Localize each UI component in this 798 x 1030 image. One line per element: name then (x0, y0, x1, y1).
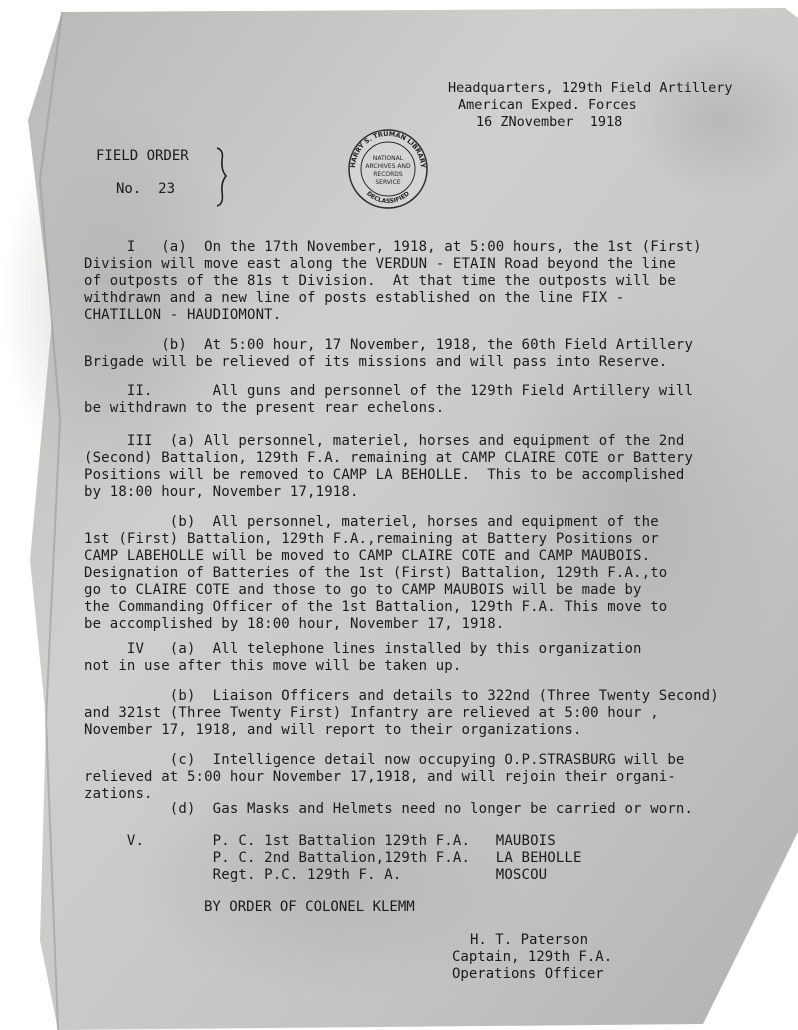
paragraph-V-posts (84, 833, 582, 884)
text-line: not in use after this move will be taken up. (84, 658, 462, 674)
stamp-inner-3: RECORDS (373, 171, 403, 178)
stamp-inner-2: ARCHIVES AND (365, 163, 411, 170)
text-line: (b) Liaison Officers and details to 322nd (Three Twenty Second) (84, 688, 719, 704)
header-line-2: American Exped. Forces (458, 97, 637, 113)
stamp-inner-4: SERVICE (375, 179, 401, 186)
text-line: (c) Intelligence detail now occupying O.P.STRASBURG will be (84, 752, 685, 768)
paragraph-IV-b (84, 688, 719, 739)
text-line: withdrawn and a new line of posts established on the line FIX - (84, 290, 625, 306)
paragraph-III-a (84, 433, 693, 501)
text-line: and 321st (Three Twenty First) Infantry are relieved at 5:00 hour , (84, 705, 659, 721)
text-line: Brigade will be relieved of its missions and will pass into Reserve. (84, 354, 668, 370)
paragraph-I-b (84, 337, 693, 371)
field-order-number: No. 23 (116, 181, 176, 197)
text-line: Positions will be removed to CAMP LA BEHOLLE. This to be accomplished (84, 467, 685, 483)
text-line: November 17, 1918, and will report to their organizations. (84, 722, 582, 738)
signature-rank: Captain, 129th F.A. (452, 949, 613, 965)
text-line: CAMP LABEHOLLE will be moved to CAMP CLAIRE COTE and CAMP MAUBOIS. (84, 548, 651, 564)
text-line: Division will move east along the VERDUN - ETAIN Road beyond the line (84, 256, 676, 272)
text-line: Designation of Batteries of the 1st (First) Battalion, 129th F.A.,to (84, 565, 668, 581)
text-line: Regt. P.C. 129th F. A. MOSCOU (84, 867, 548, 883)
paragraph-I-a (84, 239, 702, 324)
text-line: (d) Gas Masks and Helmets need no longer be carried or worn. (84, 801, 694, 817)
field-order-label: FIELD ORDER (96, 148, 189, 164)
text-line: CHATILLON - HAUDIOMONT. (84, 307, 282, 323)
text-line: IV (a) All telephone lines installed by this organization (84, 641, 642, 657)
text-line: I (a) On the 17th November, 1918, at 5:00 hours, the 1st (First) (84, 239, 702, 255)
archives-stamp (346, 127, 430, 211)
text-line: of outposts of the 81s t Division. At that time the outposts will be (84, 273, 676, 289)
text-line: (Second) Battalion, 129th F.A. remaining at CAMP CLAIRE COTE or Battery (84, 450, 694, 466)
text-line: V. P. C. 1st Battalion 129th F.A. MAUBOIS (84, 833, 556, 849)
by-order-line: BY ORDER OF COLONEL KLEMM (204, 899, 415, 915)
stamp-ring-top: HARRY S. TRUMAN LIBRARY (348, 129, 428, 169)
text-line: be withdrawn to the present rear echelons. (84, 400, 445, 416)
stamp-inner-1: NATIONAL (372, 155, 404, 162)
paragraph-II (84, 383, 693, 417)
text-line: (b) All personnel, materiel, horses and equipment of the (84, 514, 659, 530)
text-line: 1st (First) Battalion, 129th F.A.,remaining at Battery Positions or (84, 531, 659, 547)
text-line: the Commanding Officer of the 1st Battalion, 129th F.A. This move to (84, 599, 668, 615)
text-line: II. All guns and personnel of the 129th Field Artillery will (84, 383, 694, 399)
signature-name: H. T. Paterson (470, 932, 589, 948)
paragraph-IV-c (84, 752, 685, 803)
paragraph-IV-a (84, 641, 642, 675)
text-line: be accomplished by 18:00 hour, November 17, 1918. (84, 616, 505, 632)
text-line: III (a) All personnel, materiel, horses and equipment of the 2nd (84, 433, 685, 449)
paragraph-IV-d (84, 801, 693, 818)
text-line: relieved at 5:00 hour November 17,1918, and will rejoin their organi- (84, 769, 676, 785)
header-line-1: Headquarters, 129th Field Artillery (448, 80, 733, 96)
text-line: go to CLAIRE COTE and those to go to CAMP MAUBOIS will be made by (84, 582, 642, 598)
text-line: zations. (84, 786, 153, 802)
paragraph-III-b (84, 514, 667, 633)
text-line: by 18:00 hour, November 17,1918. (84, 484, 359, 500)
text-line: (b) At 5:00 hour, 17 November, 1918, the 60th Field Artillery (84, 337, 694, 353)
header-date: 16 ZNovember 1918 (476, 114, 623, 130)
field-order-brace (212, 146, 232, 208)
text-line: P. C. 2nd Battalion,129th F.A. LA BEHOLLE (84, 850, 582, 866)
stamp-ring-bottom: DECLASSIFIED (365, 190, 411, 206)
signature-title: Operations Officer (452, 966, 604, 982)
